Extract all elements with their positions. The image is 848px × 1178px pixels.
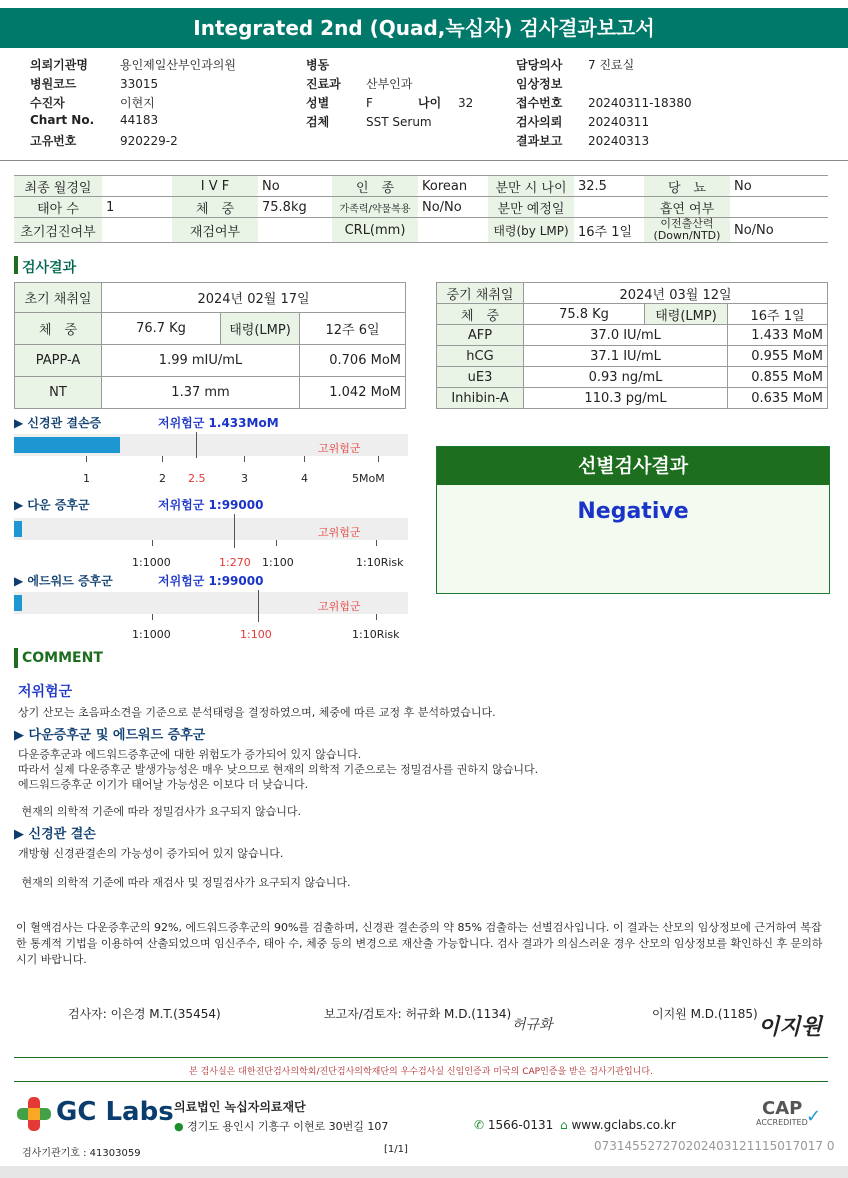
website: www.gclabs.co.kr: [571, 1118, 676, 1132]
tester-signature: 검사자: 이은경 M.T.(35454): [68, 1007, 221, 1021]
second-ga-label: 태령(LMP): [645, 304, 728, 325]
due-date-value: [574, 197, 644, 218]
results-marker: [14, 256, 18, 274]
patient-value: 이현지: [120, 96, 155, 110]
receipt-no-label: 접수번호: [516, 96, 563, 110]
first-weight-value: 76.7 Kg: [102, 313, 221, 345]
edwards-tick-mark: [152, 614, 153, 620]
ga-lmp-value: 16주 1일: [574, 218, 644, 243]
edwards-tick-label: 1:1000: [132, 628, 171, 641]
race-value: Korean: [418, 176, 488, 197]
unique-no-label: 고유번호: [30, 134, 77, 148]
hcg-value: 37.1 IU/mL: [524, 346, 728, 367]
ntd-tick-row: [14, 456, 408, 486]
checkmark-icon: ✓: [806, 1106, 822, 1127]
down-tick-row: [14, 540, 408, 570]
patient-label: 수진자: [30, 96, 65, 110]
hospital-code-value: 33015: [120, 77, 159, 91]
diabetes-label: 당 뇨: [644, 176, 730, 197]
fetus-count-value: 1: [102, 197, 172, 218]
comment-summary: 이 혈액검사는 다운증후군의 92%, 에드워드증후군의 90%를 검출하며, 신경관 결손증의 약 85% 검출하는 선별검사입니다. 이 결과는 산모의 임상정보에 근거하여 복잡한 통계적 기법을 이용하여 산출되었으며 임신주수, 태아 수, 체중 등의 변경으로 재산출 가능합니다. 검사 결과가 의심스러운 경우 산모의 임상정보를 확인하신 후 문의하시기 바랍니다.: [16, 921, 823, 966]
cap-accredited: ACCREDITED: [756, 1118, 808, 1127]
down-tick-mark: [152, 540, 153, 546]
specimen-value: SST Serum: [366, 115, 432, 129]
nt-value: 1.37 mm: [102, 377, 300, 409]
down-tick-label: 1:1000: [132, 556, 171, 569]
ward-label: 병동: [306, 58, 330, 72]
down-tick-mark: [276, 540, 277, 546]
ue3-label: uE3: [437, 367, 524, 388]
down-tick-mark: [376, 540, 377, 546]
cap-logo: CAP: [762, 1098, 803, 1119]
weight-label: 체 중: [172, 197, 258, 218]
ntd-cutoff-line: [196, 432, 197, 458]
reporter-signature: 보고자/검토자: 허규화 M.D.(1134): [324, 1007, 512, 1021]
header-col1: [30, 56, 236, 151]
retest-value: [258, 218, 332, 243]
first-date-label: 초기 채취일: [15, 283, 102, 313]
header-col2: [306, 56, 473, 132]
comment-risk-text: 상기 산모는 초음파소견을 기준으로 분석태령을 결정하였으며, 체중에 따른 교정 후 분석하였습니다.: [18, 706, 496, 719]
footer-divider-2: [14, 1081, 828, 1082]
prior-birth-value: No/No: [730, 218, 828, 243]
fetus-count-label: 태아 수: [14, 197, 102, 218]
lmp-label: 최종 월경일: [14, 176, 102, 197]
ntd-high-label: 고위험군: [318, 442, 361, 455]
second-trimester-table: [436, 282, 828, 409]
down-high-label: 고위험군: [318, 526, 361, 539]
ntd-tick-mark: [86, 456, 87, 462]
chart-no-label: Chart No.: [30, 113, 95, 127]
ivf-value: No: [258, 176, 332, 197]
first-exam-value: [102, 218, 172, 243]
report-date-value: 20240313: [588, 134, 650, 148]
doctor-label: 담당의사: [516, 58, 563, 72]
doctor-sign: 이지원: [758, 1014, 822, 1040]
footer-divider: [14, 1057, 828, 1058]
comment-risk-title: 저위험군: [18, 684, 73, 700]
down-tick-label: 1:100: [262, 556, 294, 569]
screening-result-title: 선별검사결과: [437, 447, 829, 485]
location-icon: ●: [174, 1120, 184, 1133]
first-ga-label: 태령(LMP): [221, 313, 300, 345]
diabetes-value: No: [730, 176, 828, 197]
hcg-mom: 0.955 MoM: [728, 346, 828, 367]
agency-number: 검사기관기호 : 41303059: [22, 1148, 141, 1159]
ue3-value: 0.93 ng/mL: [524, 367, 728, 388]
institution-label: 의뢰기관명: [30, 58, 88, 72]
crl-value: [418, 218, 488, 243]
doctor-signature: 이지원 M.D.(1185): [652, 1007, 758, 1021]
sex-label: 성별: [306, 96, 330, 110]
smoking-value: [730, 197, 828, 218]
page-number: [1/1]: [384, 1144, 408, 1155]
header-col3: [516, 56, 692, 151]
institution-value: 용인제일산부인과의원: [120, 58, 236, 72]
hospital-code-label: 병원코드: [30, 77, 77, 91]
sex-value: F: [366, 96, 373, 110]
prior-birth-label: 이전출산력 (Down/NTD): [644, 218, 730, 243]
ntd-risk-fill: [14, 437, 120, 453]
header-divider: [0, 160, 848, 161]
edwards-tick-row: [14, 614, 408, 644]
ntd-tick-label: 3: [241, 472, 248, 485]
request-date-value: 20240311: [588, 115, 650, 129]
age-label: 나이: [418, 96, 442, 110]
screening-result-box: [436, 446, 830, 594]
chart-no-value: 44183: [120, 113, 159, 127]
request-date-label: 검사의뢰: [516, 115, 563, 129]
afp-value: 37.0 IU/mL: [524, 325, 728, 346]
ntd-tick-mark: [378, 456, 379, 462]
barcode-number: 073145527270202403121115017017 0: [594, 1139, 835, 1153]
first-exam-label: 초기검진여부: [14, 218, 102, 243]
receipt-no-value: 20240311-18380: [588, 96, 692, 110]
results-title: 검사결과: [22, 260, 77, 276]
comment-down-title: ▶ 다운증후군 및 에드워드 증후군: [14, 728, 206, 743]
weight-value: 75.8kg: [258, 197, 332, 218]
report-title: Integrated 2nd (Quad,녹십자) 검사결과보고서: [0, 8, 848, 48]
comment-ntd-tail: 현재의 의학적 기준에 따라 재검사 및 정밀검사가 요구되지 않습니다.: [18, 876, 351, 889]
ntd-tick-mark: [244, 456, 245, 462]
lmp-value: [102, 176, 172, 197]
edwards-tick-mark: [376, 614, 377, 620]
ntd-tick-mark: [162, 456, 163, 462]
second-ga-value: 16주 1일: [728, 304, 828, 325]
comment-title: COMMENT: [22, 650, 103, 666]
screening-result-value: Negative: [577, 499, 689, 524]
department-label: 진료과: [306, 77, 341, 91]
inhibin-value: 110.3 pg/mL: [524, 388, 728, 409]
family-history-label: 가족력/약물복용: [332, 197, 418, 218]
reporter-sign: 허규화: [512, 1017, 553, 1033]
down-risk-title: ▶ 다운 증후군: [14, 498, 90, 512]
edwards-high-label: 고위험군: [318, 600, 361, 613]
ntd-tick-label: 2: [159, 472, 166, 485]
due-date-label: 분만 예정일: [488, 197, 574, 218]
second-date-value: 2024년 03월 12일: [524, 283, 828, 304]
comment-ntd-title: ▶ 신경관 결손: [14, 827, 96, 842]
department-value: 산부인과: [366, 77, 413, 91]
first-weight-label: 체 중: [15, 313, 102, 345]
delivery-age-value: 32.5: [574, 176, 644, 197]
edwards-risk-fill: [14, 595, 22, 611]
papp-a-label: PAPP-A: [15, 345, 102, 377]
ntd-tick-label: 1: [83, 472, 90, 485]
website-row: [560, 1118, 676, 1132]
inhibin-label: Inhibin-A: [437, 388, 524, 409]
clinical-info-label: 임상정보: [516, 77, 563, 91]
ntd-risk-title: ▶ 신경관 결손증: [14, 416, 102, 430]
crl-label: CRL(mm): [332, 218, 418, 243]
race-label: 인 종: [332, 176, 418, 197]
nt-mom: 1.042 MoM: [300, 377, 406, 409]
ntd-risk-result: 저위험군 1.433MoM: [158, 416, 279, 430]
down-risk-result: 저위험군 1:99000: [158, 498, 264, 512]
comment-down-line: 따라서 실제 다운증후군 발생가능성은 매우 낮으므로 현재의 의학적 기준으로는 정밀검사를 권하지 않습니다.: [18, 763, 539, 776]
comment-down-line: 에드워드증후군 이기가 태어날 가능성은 이보다 더 낮습니다.: [18, 778, 309, 791]
inhibin-mom: 0.635 MoM: [728, 388, 828, 409]
gc-cross-icon: [14, 1096, 54, 1132]
first-date-value: 2024년 02월 17일: [102, 283, 406, 313]
address: 경기도 용인시 기흥구 이현로 30번길 107: [187, 1120, 389, 1133]
unique-no-value: 920229-2: [120, 134, 178, 148]
delivery-age-label: 분만 시 나이: [488, 176, 574, 197]
bottom-band: [0, 1166, 848, 1178]
edwards-tick-label: 1:10Risk: [352, 628, 400, 641]
comment-down-line: 다운증후군과 에드워드증후군에 대한 위험도가 증가되어 있지 않습니다.: [18, 748, 362, 761]
foundation-name: 의료법인 녹십자의료재단: [174, 1100, 306, 1114]
second-date-label: 중기 채취일: [437, 283, 524, 304]
report-date-label: 결과보고: [516, 134, 563, 148]
patient-info-table: [14, 175, 828, 243]
papp-a-mom: 0.706 MoM: [300, 345, 406, 377]
edwards-risk-result: 저위험군 1:99000: [158, 574, 264, 588]
ntd-tick-label: 5MoM: [352, 472, 385, 485]
gc-labs-logo: GC Labs: [56, 1097, 174, 1127]
afp-label: AFP: [437, 325, 524, 346]
comment-ntd-line: 개방형 신경관결손의 가능성이 증가되어 있지 않습니다.: [18, 847, 284, 860]
nt-label: NT: [15, 377, 102, 409]
age-value: 32: [458, 96, 474, 110]
down-tick-label-cutoff: 1:270: [219, 556, 251, 569]
retest-label: 재검여부: [172, 218, 258, 243]
specimen-label: 검체: [306, 115, 330, 129]
second-weight-label: 체 중: [437, 304, 524, 325]
second-weight-value: 75.8 Kg: [524, 304, 645, 325]
afp-mom: 1.433 MoM: [728, 325, 828, 346]
ntd-tick-label: 4: [301, 472, 308, 485]
hcg-label: hCG: [437, 346, 524, 367]
cert-notice: 본 검사실은 대한진단검사의학회/진단검사의학재단의 우수검사실 신임인증과 미국의 CAP인증을 받은 검사기관입니다.: [189, 1067, 653, 1077]
edwards-risk-title: ▶ 에드워드 증후군: [14, 574, 113, 588]
smoking-label: 흡연 여부: [644, 197, 730, 218]
ue3-mom: 0.855 MoM: [728, 367, 828, 388]
doctor-value: 7 진료실: [588, 58, 635, 72]
phone-icon: ✆: [474, 1118, 485, 1132]
ntd-tick-mark: [304, 456, 305, 462]
family-history-value: No/No: [418, 197, 488, 218]
papp-a-value: 1.99 mIU/mL: [102, 345, 300, 377]
edwards-tick-label-cutoff: 1:100: [240, 628, 272, 641]
first-ga-value: 12주 6일: [300, 313, 406, 345]
address-row: [174, 1118, 388, 1134]
ivf-label: I V F: [172, 176, 258, 197]
ntd-tick-label-cutoff: 2.5: [188, 472, 206, 485]
comment-down-tail: 현재의 의학적 기준에 따라 정밀검사가 요구되지 않습니다.: [18, 805, 301, 818]
comment-marker: [14, 648, 18, 668]
down-risk-fill: [14, 521, 22, 537]
down-tick-label: 1:10Risk: [356, 556, 404, 569]
first-trimester-table: [14, 282, 406, 409]
phone-row: [474, 1118, 553, 1132]
home-icon: ⌂: [560, 1118, 568, 1132]
phone: 1566-0131: [487, 1118, 554, 1132]
ga-lmp-label: 태령(by LMP): [488, 218, 574, 243]
